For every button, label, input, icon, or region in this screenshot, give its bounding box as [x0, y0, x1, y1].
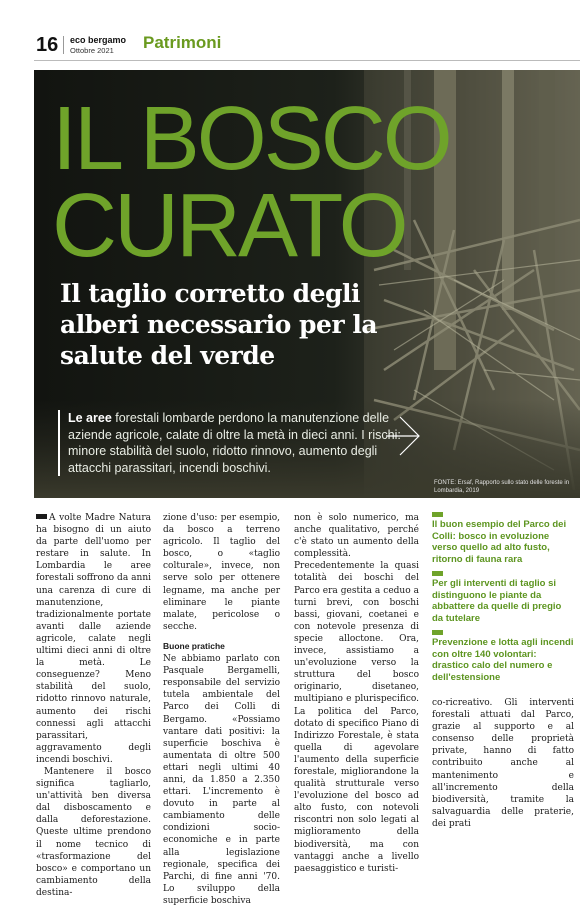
article-title: Il taglio corretto degli alberi necessario per la salute del verde — [60, 279, 378, 370]
highlight-marker-icon — [432, 571, 443, 576]
arrow-right-icon — [386, 415, 422, 457]
article-column-4 — [432, 512, 574, 830]
lead-bold: Le aree — [68, 411, 112, 425]
lead-text: forestali lombarde perdono la manutenzione delle aziende agricole, calate di oltre la metà in dieci anni. I rischi: minore stabilità del suolo, ridotto rinnovo, aumento degli attacchi parassitari, incendi boschivi. — [68, 411, 401, 475]
publication-name: eco bergamo — [70, 35, 127, 45]
header-divider — [63, 36, 64, 54]
sidebar-highlight: Il buon esempio del Parco dei Colli: bosco in evoluzione verso quello ad alto fusto, ritorno di fauna rara — [432, 512, 574, 565]
page-header — [0, 0, 580, 70]
body-paragraph: non è solo numerico, ma anche qualitativo, perché c'è stato un aumento della complessità. Precedentemente la quasi totalità dei boschi del Parco era gestita a ceduo a turni brevi, con boschi bassi, giovani, coetanei e con notevole presenza di specie alloctone. Ora, invece, assistiamo a un'evoluzione verso la struttura del bosco originario, disetaneo, multipiano e plurispecifico. La politica del Parco, dotato di specifico Piano di Indirizzo Forestale, è stata quella di agevolare l'aumento della superficie forestale, migliorandone la qualità strutturale verso l'evoluzione del bosco ad alto fusto, con notevoli riscontri non solo legati al miglioramento della biodiversità, ma con vantaggi anche a livello paesaggistico e turisti- — [294, 513, 419, 874]
highlight-marker-icon — [432, 630, 443, 635]
hero-banner — [34, 70, 580, 498]
subheading: Buone pratiche — [163, 640, 225, 651]
page-number: 16 — [36, 34, 59, 56]
section-title: Patrimoni — [143, 33, 222, 52]
article-column-3 — [294, 512, 419, 875]
body-paragraph: Mantenere il bosco significa tagliarlo, un'attività ben diversa dal disboscamento e dalla deforestazione. Queste ultime prendono il nome tecnico di «trasformazione del bosco» e comportano un cambiamento della destina- — [36, 766, 151, 898]
paragraph-marker-icon — [36, 514, 47, 519]
sidebar-highlight: Per gli interventi di taglio si distinguono le piante da abbattere da quelle di pregio da tutelare — [432, 571, 574, 624]
body-paragraph: Ne abbiamo parlato con Pasquale Bergamelli, responsabile del servizio tutela ambientale del Parco dei Colli di Bergamo. «Possiamo vantare dati positivi: la superficie boschiva è aumentata di oltre 500 ettari negli ultimi 40 anni, da 1.850 a 2.350 ettari. L'incremento è dovuto in parte al cambiamento delle condizioni socio-economiche e in parte alla legislazione regionale, specifica dei Parchi, di fine anni '70. Lo sviluppo della superficie boschiva — [163, 654, 280, 906]
highlight-marker-icon — [432, 512, 443, 517]
kicker-line-2: CURATO — [52, 176, 406, 276]
photo-credit: FONTE: Ersaf, Rapporto sullo stato delle foreste in Lombardia, 2019 — [434, 480, 570, 494]
article-column-2 — [163, 512, 280, 907]
sidebar-highlight: Prevenzione e lotta agli incendi con oltre 140 volontari: drastico calo del numero e dell'estensione — [432, 630, 574, 683]
body-paragraph: co-ricreativo. Gli interventi forestali attuati dal Parco, grazie al supporto e al consenso delle proprietà private, hanno di fatto contribuito anche al mantenimento e all'incremento della biodiversità, tramite la salvaguardia delle praterie, dei prati — [432, 698, 574, 829]
issue-date: Ottobre 2021 — [70, 46, 114, 55]
kicker-line-1: IL BOSCO — [52, 89, 450, 189]
body-paragraph: zione d'uso: per esempio, da bosco a terreno agricolo. Il taglio del bosco, o «taglio colturale», invece, non serve solo per ottenere legname, ma anche per eliminare le piante malate, pericolose o secche. — [163, 513, 280, 632]
article-column-1 — [36, 512, 151, 899]
article-lead — [58, 410, 418, 476]
header-rule — [34, 60, 580, 61]
body-paragraph: A volte Madre Natura ha bisogno di un aiuto da parte dell'uomo per restare in salute. In Lombardia le aree forestali soffrono da anni una carenza di cure di manutenzione, tradizionalmente portate avanti dalle aziende agricole, calate negli ultimi dieci anni di oltre la metà. Le conseguenze? Meno stabilità del suolo, ridotto rinnovo naturale, aumento dei rischi connessi agli attacchi parassitari, aggravamento degli incendi boschivi. — [36, 513, 151, 765]
